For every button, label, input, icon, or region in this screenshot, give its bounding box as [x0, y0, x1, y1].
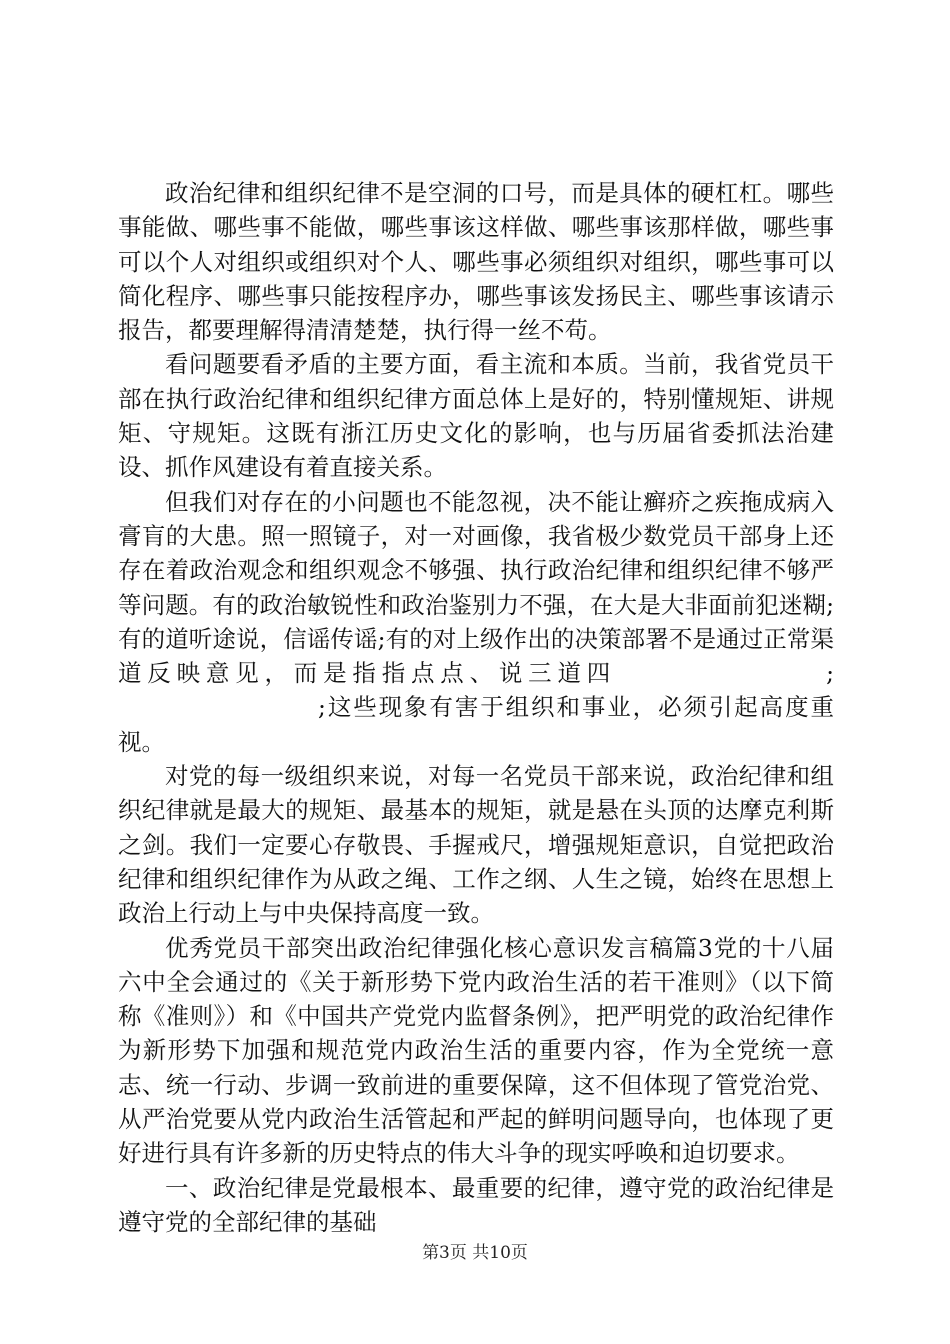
- paragraph-4: 对党的每一级组织来说，对每一名党员干部来说，政治纪律和组织纪律就是最大的规矩、最基本的规矩，就是悬在头顶的达摩克利斯之剑。我们一定要心存敬畏、手握戒尺，增强规矩意识，自觉把政治纪律和组织纪律作为从政之绳、工作之纲、人生之镜，始终在思想上政治上行动上与中央保持高度一致。: [118, 762, 834, 928]
- paragraph-3-text-c: ;这些现象有害于组织和事业，必须引起高度重视。: [118, 693, 834, 756]
- section-heading: 一、政治纪律是党最根本、最重要的纪律，遵守党的政治纪律是遵守党的全部纪律的基础: [118, 1173, 834, 1236]
- paragraph-3-text-a: 但我们对存在的小问题也不能忽视，决不能让癣疥之疾拖成病入膏肓的大患。照一照镜子，对一对画像，我省极少数党员干部身上还存在着政治观念和组织观念不够强、执行政治纪律和组织纪律不够严等问题。有的政治敏锐性和政治鉴别力不强，在大是大非面前犯迷糊;有的道听途说，信谣传谣;有的对上级作出的决策部署不是通过正常渠道反映意见，而是指指点点、说三道四: [118, 487, 834, 688]
- paragraph-2: 看问题要看矛盾的主要方面，看主流和本质。当前，我省党员干部在执行政治纪律和组织纪律方面总体上是好的，特别懂规矩、讲规矩、守规矩。这既有浙江历史文化的影响，也与历届省委抓法治建设、抓作风建设有着直接关系。: [118, 350, 834, 482]
- paragraph-3-text-b: ;: [826, 659, 834, 688]
- page-footer: 第3页 共10页: [422, 1243, 528, 1263]
- paragraph-1: 政治纪律和组织纪律不是空洞的口号，而是具体的硬杠杠。哪些事能做、哪些事不能做，哪些事该这样做、哪些事该那样做，哪些事可以个人对组织或组织对个人、哪些事必须组织对组织，哪些事可以简化程序、哪些事只能按程序办，哪些事该发扬民主、哪些事该请示报告，都要理解得清清楚楚，执行得一丝不苟。: [118, 179, 834, 345]
- paragraph-3: [118, 485, 834, 759]
- document-body: [118, 176, 834, 1239]
- paragraph-5: 优秀党员干部突出政治纪律强化核心意识发言稿篇3党的十八届六中全会通过的《关于新形势下党内政治生活的若干准则》（以下简称《准则》）和《中国共产党党内监督条例》，把严明党的政治纪律作为新形势下加强和规范党内政治生活的重要内容，作为全党统一意志、统一行动、步调一致前进的重要保障，这不但体现了管党治党、从严治党要从党内政治生活管起和严起的鲜明问题导向，也体现了更好进行具有许多新的历史特点的伟大斗争的现实呼唤和迫切要求。: [118, 933, 834, 1168]
